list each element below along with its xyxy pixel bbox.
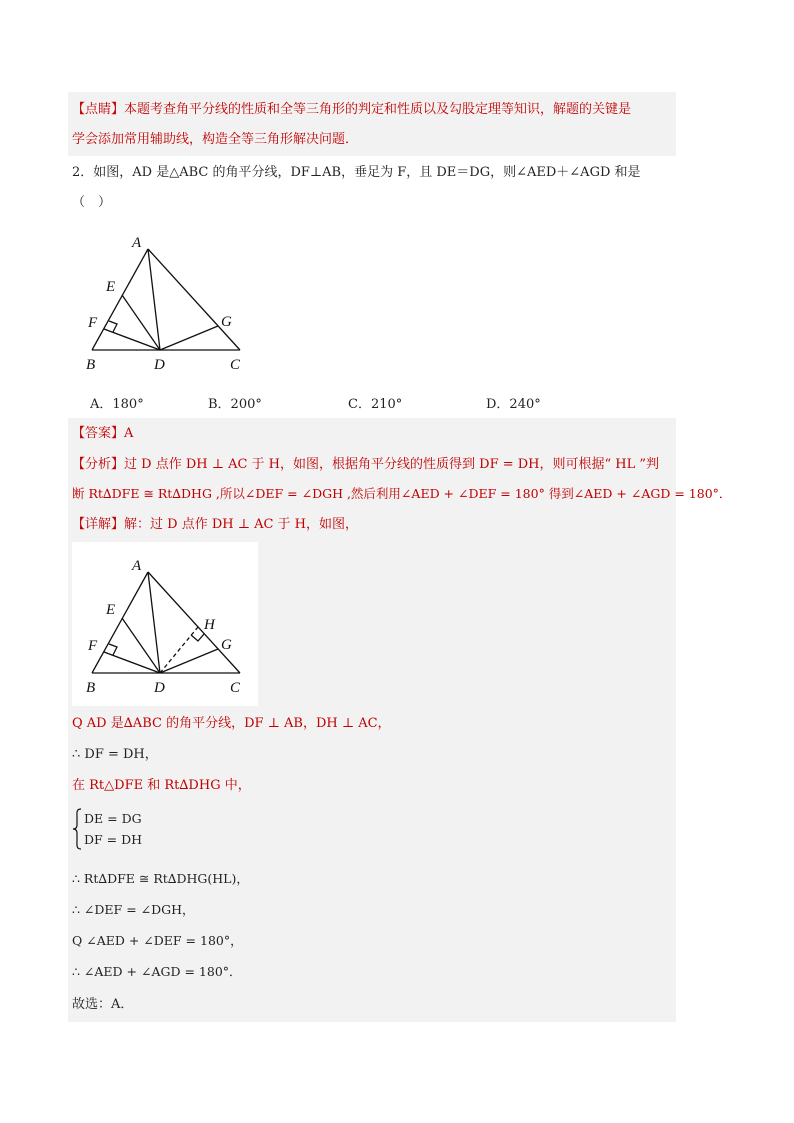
answer-value: A [124, 426, 134, 441]
analysis-line-1 [72, 455, 659, 475]
fig2-label-c: C [230, 680, 241, 696]
fig1-label-a: A [132, 235, 142, 251]
fig2-label-e: E [106, 602, 116, 618]
detail-system-line-2: DF = DH [84, 832, 143, 847]
system-brace [72, 808, 82, 850]
detail-step-10: 故选：A． [72, 997, 134, 1012]
fig1-label-b: B [86, 357, 96, 373]
analysis-text-1: 过 D 点作 DH ⊥ AC 于 H，如图，根据角平分线的性质得到 DF = DH，则可根据“ HL ”判 [124, 457, 660, 472]
detail-step-3: 在 Rt△DFE 和 Rt∆DHG 中， [72, 778, 251, 793]
fig2-label-h: H [204, 617, 215, 633]
detail-step-9: ∴ ∠AED + ∠AGD = 180°． [72, 964, 242, 979]
answer-line [72, 424, 133, 444]
hint-tag: 【点睛】 [72, 102, 125, 117]
fig2-label-a: A [132, 558, 142, 574]
detail-step-8: Q ∠AED + ∠DEF = 180°， [72, 933, 243, 948]
question-line-2: （ ） [72, 195, 112, 210]
fig2-label-b: B [86, 680, 96, 696]
detail-step-2: ∴ DF = DH， [72, 747, 158, 762]
hint-line-1 [72, 100, 631, 120]
fig1-label-f: F [88, 315, 98, 331]
detail-step-7: ∴ ∠DEF = ∠DGH， [72, 902, 195, 917]
detail-system-line-1: DE = DG [84, 811, 142, 826]
hint-line-2: 学会添加常用辅助线，构造全等三角形解决问题． [72, 132, 359, 147]
detail-line [72, 515, 358, 535]
question-line-1: 2．如图，AD 是△ABC 的角平分线，DF⊥AB，垂足为 F，且 DE＝DG，则∠AED＋∠AGD 和是 [72, 165, 641, 180]
analysis-line-2: 断 Rt∆DFE ≅ Rt∆DHG ,所以∠DEF = ∠DGH ,然后利用∠AED + ∠DEF = 180° 得到∠AED + ∠AGD = 180°． [72, 486, 732, 501]
fig2-label-f: F [88, 638, 98, 654]
brace-icon [72, 808, 82, 850]
question-figure [80, 225, 260, 380]
answer-tag: 【答案】 [72, 426, 125, 441]
hint-text-1: 本题考查角平分线的性质和全等三角形的判定和性质以及勾股定理等知识，解题的关键是 [124, 102, 632, 117]
option-c: C．210° [348, 397, 403, 412]
fig1-label-g: G [221, 314, 232, 330]
fig1-label-e: E [106, 279, 116, 295]
fig1-label-d: D [154, 357, 165, 373]
detail-figure [80, 548, 260, 703]
detail-step-1: Q AD 是∆ABC 的角平分线，DF ⊥ AB，DH ⊥ AC， [72, 716, 391, 731]
detail-step-6: ∴ Rt∆DFE ≅ Rt∆DHG(HL)， [72, 871, 249, 886]
fig1-label-c: C [230, 357, 241, 373]
fig2-label-d: D [154, 680, 165, 696]
option-b: B．200° [208, 397, 262, 412]
option-d: D．240° [486, 397, 541, 412]
detail-tag: 【详解】 [72, 517, 125, 532]
option-a: A．180° [90, 397, 144, 412]
fig2-label-g: G [221, 637, 232, 653]
detail-intro: 解：过 D 点作 DH ⊥ AC 于 H，如图， [124, 517, 359, 532]
analysis-tag: 【分析】 [72, 457, 125, 472]
